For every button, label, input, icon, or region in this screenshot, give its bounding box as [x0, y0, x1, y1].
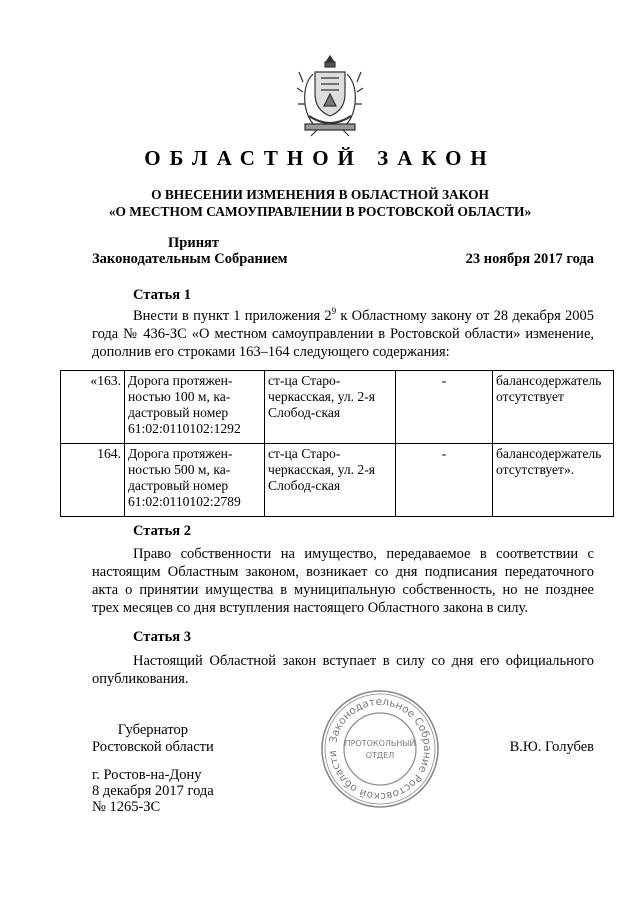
stamp-center-line: ОТДЕЛ	[365, 751, 395, 760]
road-description: Дорога протяжен-ностью 100 м, ка-дастровый номер 61:02:0110102:1292	[125, 371, 265, 444]
subtitle-line: «О МЕСТНОМ САМОУПРАВЛЕНИИ В РОСТОВСКОЙ ОБЛАСТИ»	[108, 204, 532, 219]
stamp-ring-text: Законодательное Собрание Ростовской области	[326, 695, 434, 803]
adopted-label: Принят	[168, 235, 220, 251]
position-line: Ростовской области	[92, 739, 214, 755]
adoption-date: 23 ноября 2017 года	[465, 251, 594, 267]
table-row	[61, 444, 614, 517]
law-subtitle	[0, 186, 640, 220]
road-description: Дорога протяжен-ностью 500 м, ка-дастровый номер 61:02:0110102:2789	[125, 444, 265, 517]
table-row	[61, 371, 614, 444]
stamp-center-line: ПРОТОКОЛЬНЫЙ	[344, 739, 416, 748]
signatory-position	[92, 722, 214, 756]
extra-cell: -	[396, 371, 493, 444]
roads-table	[60, 370, 614, 517]
road-address: ст-ца Старо-черкасская, ул. 2-я Слобод-ская	[265, 444, 396, 517]
law-number: № 1265-ЗС	[92, 799, 161, 815]
article-3-text: Настоящий Областной закон вступает в силу со дня его официального опубликования.	[92, 653, 594, 687]
article-1-text-part: Внести в пункт 1 приложения 2	[133, 308, 332, 324]
signatory-name: В.Ю. Голубев	[509, 739, 594, 755]
road-address: ст-ца Старо-черкасская, ул. 2-я Слобод-ская	[265, 371, 396, 444]
position-line: Губернатор	[117, 722, 188, 738]
subtitle-line: О ВНЕСЕНИИ ИЗМЕНЕНИЯ В ОБЛАСТНОЙ ЗАКОН	[151, 187, 489, 202]
law-title: ОБЛАСТНОЙ ЗАКОН	[144, 146, 496, 170]
balance-holder: балансодержатель отсутствует».	[493, 444, 614, 517]
row-number: 164.	[61, 444, 125, 517]
assembly-label: Законодательным Собранием	[92, 251, 288, 267]
city: г. Ростов-на-Дону	[92, 767, 202, 783]
article-1-heading: Статья 1	[133, 287, 191, 303]
svg-text:Законодательное Собрание Росто	[327, 696, 433, 802]
article-1-text	[92, 307, 594, 361]
article-1-text-part: к Областному закону от 28 декабря 2005 года № 436-ЗС «О местном самоуправлении в Ростовской области» изменение, дополнив его строками 163–164 следующего содержания:	[92, 308, 594, 360]
superscript: 9	[331, 306, 337, 316]
balance-holder: балансодержатель отсутствует	[493, 371, 614, 444]
row-number: «163.	[61, 371, 125, 444]
signing-date: 8 декабря 2017 года	[92, 783, 214, 799]
place-and-date	[92, 767, 214, 815]
article-2-heading: Статья 2	[133, 523, 191, 539]
stamp-seal-icon	[317, 686, 443, 812]
extra-cell: -	[396, 444, 493, 517]
coat-of-arms-icon	[295, 52, 365, 138]
article-3-heading: Статья 3	[133, 629, 191, 645]
article-2-text: Право собственности на имущество, передаваемое в соответствии с настоящим Областным законом, возникает со дня подписания передаточного акта о принятии имущества в муниципальную собственность, но не позднее трех месяцев со дня вступления настоящего Областного закона в силу.	[92, 546, 594, 616]
